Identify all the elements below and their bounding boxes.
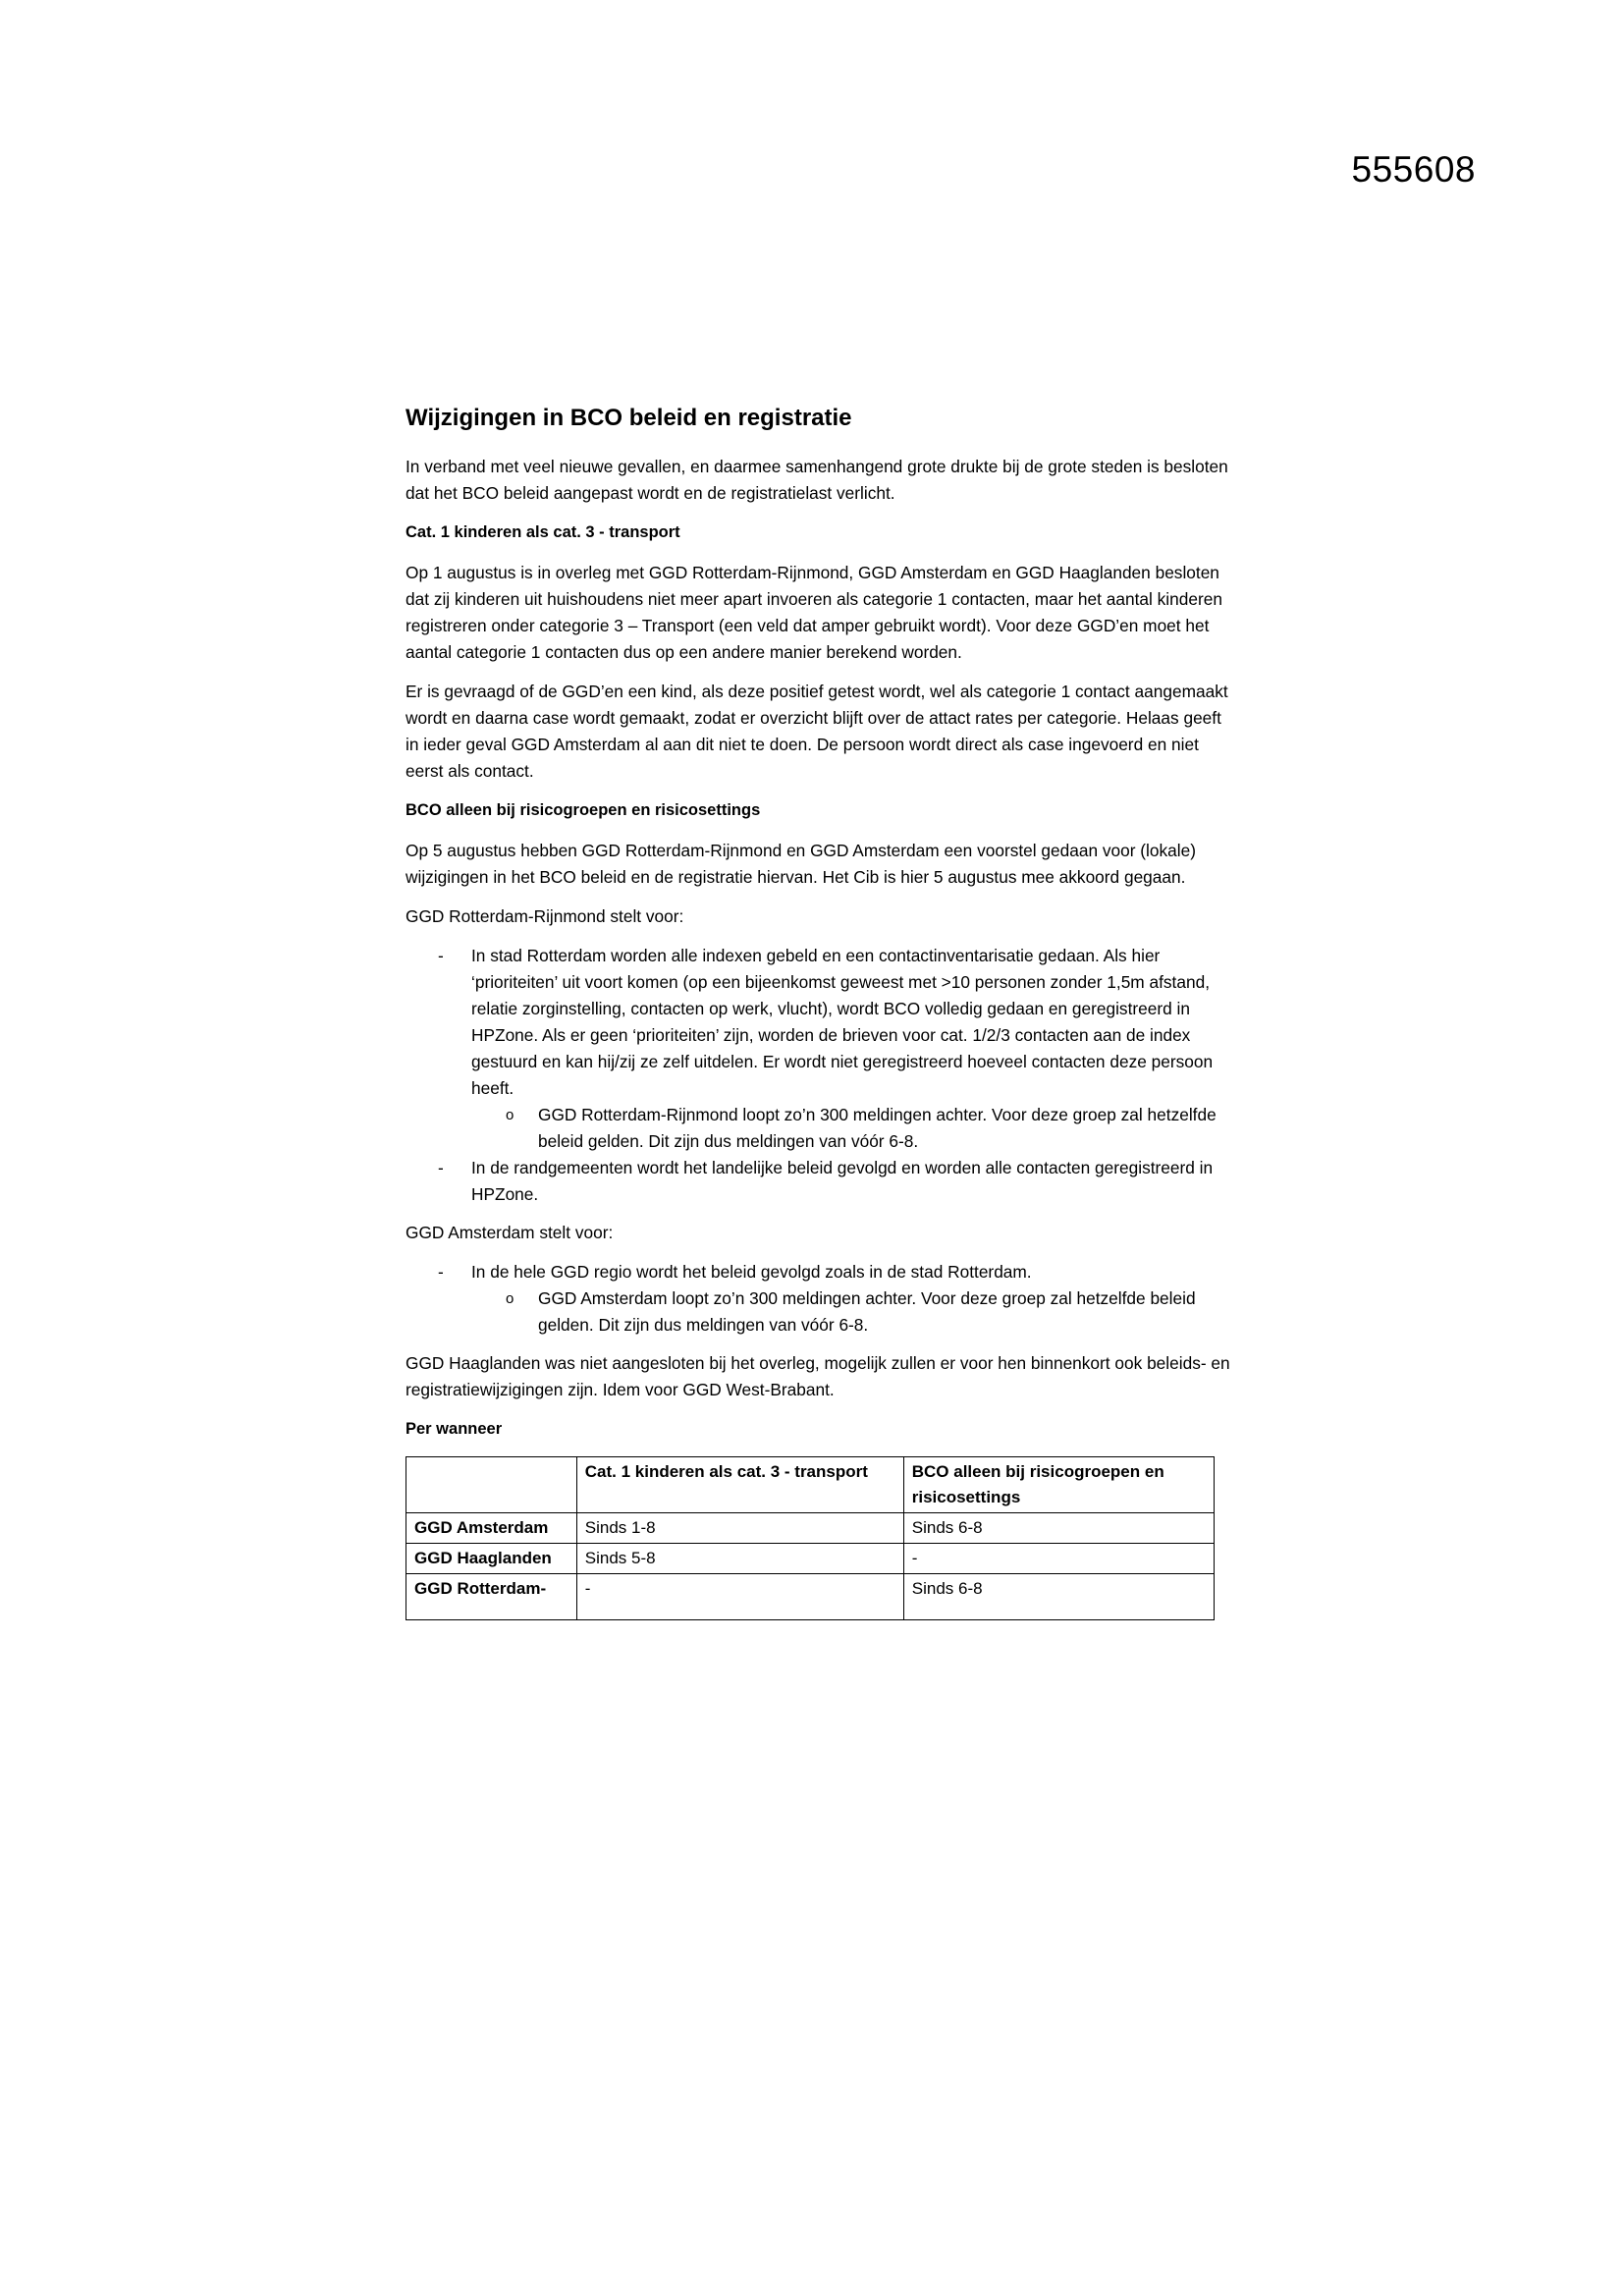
table-cell: GGD Rotterdam- xyxy=(406,1574,577,1620)
table-header-cell: Cat. 1 kinderen als cat. 3 - transport xyxy=(576,1457,903,1513)
intro-paragraph: In verband met veel nieuwe gevallen, en daarmee samenhangend grote drukte bij de grote steden is besloten dat het BCO beleid aangepast wordt en de registratielast verlicht. xyxy=(406,457,1228,503)
section1-paragraph-1: Op 1 augustus is in overleg met GGD Rotterdam-Rijnmond, GGD Amsterdam en GGD Haaglanden besloten dat zij kinderen uit huishoudens niet meer apart invoeren als categorie 1 contacten, maar het aantal kinderen registreren onder categorie 3 – Transport (een veld dat amper gebruikt wordt). Voor deze GGD’en moet het aantal categorie 1 contacten dus op een andere manier berekend worden. xyxy=(406,563,1222,662)
document-body xyxy=(406,403,1235,1620)
amsterdam-list xyxy=(406,1259,1235,1339)
list-item: - In de randgemeenten wordt het landelijke beleid gevolgd en worden alle contacten geregistreerd in HPZone. xyxy=(406,1155,1235,1208)
table-row xyxy=(406,1544,1215,1574)
document-id: 555608 xyxy=(1351,149,1476,190)
table-cell: Sinds 6-8 xyxy=(903,1513,1214,1544)
section-heading-bco: BCO alleen bij risicogroepen en risicosettings xyxy=(406,801,761,819)
amsterdam-sublist xyxy=(471,1285,1235,1339)
table-cell: Sinds 1-8 xyxy=(576,1513,903,1544)
table-header-cell xyxy=(406,1457,577,1513)
list-item xyxy=(406,943,1235,1155)
section-heading-cat1: Cat. 1 kinderen als cat. 3 - transport xyxy=(406,523,680,541)
per-wanneer-table xyxy=(406,1456,1215,1620)
rotterdam-list xyxy=(406,943,1235,1208)
table-cell: Sinds 6-8 xyxy=(903,1574,1214,1620)
table-row xyxy=(406,1513,1215,1544)
haaglanden-paragraph: GGD Haaglanden was niet aangesloten bij het overleg, mogelijk zullen er voor hen binnenkort ook beleids- en registratiewijzigingen zijn. Idem voor GGD West-Brabant. xyxy=(406,1353,1230,1399)
section2-paragraph-1: Op 5 augustus hebben GGD Rotterdam-Rijnmond en GGD Amsterdam een voorstel gedaan voor (lokale) wijzigingen in het BCO beleid en de registratie hiervan. Het Cib is hier 5 augustus mee akkoord gegaan. xyxy=(406,841,1196,887)
rotterdam-intro: GGD Rotterdam-Rijnmond stelt voor: xyxy=(406,906,684,926)
table-row xyxy=(406,1574,1215,1620)
sub-list-item: o GGD Rotterdam-Rijnmond loopt zo’n 300 meldingen achter. Voor deze groep zal hetzelfde beleid gelden. Dit zijn dus meldingen van vóór 6-8. xyxy=(471,1102,1235,1155)
table-cell: - xyxy=(576,1574,903,1620)
amsterdam-intro: GGD Amsterdam stelt voor: xyxy=(406,1223,614,1242)
sub-list-item: o GGD Amsterdam loopt zo’n 300 meldingen achter. Voor deze groep zal hetzelfde beleid gelden. Dit zijn dus meldingen van vóór 6-8. xyxy=(471,1285,1235,1339)
table-cell: Sinds 5-8 xyxy=(576,1544,903,1574)
section-heading-per-wanneer: Per wanneer xyxy=(406,1420,503,1438)
page-title: Wijzigingen in BCO beleid en registratie xyxy=(406,405,852,431)
list-item-text: In stad Rotterdam worden alle indexen gebeld en een contactinventarisatie gedaan. Als hier ‘prioriteiten’ uit voort komen (op een bijeenkomst geweest met >10 personen zonder 1,5m afstand, relatie zorginstelling, contacten op werk, vlucht), wordt BCO volledig gedaan en geregistreerd in HPZone. Als er geen ‘prioriteiten’ zijn, worden de brieven voor cat. 1/2/3 contacten aan de index gestuurd en kan hij/zij ze zelf uitdelen. Er wordt niet geregistreerd hoeveel contacten deze persoon heeft. xyxy=(471,946,1214,1098)
list-item xyxy=(406,1259,1235,1339)
table-header-cell: BCO alleen bij risicogroepen en risicosettings xyxy=(903,1457,1214,1513)
table-header-row xyxy=(406,1457,1215,1513)
list-item-text: In de hele GGD regio wordt het beleid gevolgd zoals in de stad Rotterdam. xyxy=(471,1262,1032,1282)
table-cell: GGD Amsterdam xyxy=(406,1513,577,1544)
table-cell: GGD Haaglanden xyxy=(406,1544,577,1574)
table-cell: - xyxy=(903,1544,1214,1574)
rotterdam-sublist xyxy=(471,1102,1235,1155)
section1-paragraph-2: Er is gevraagd of de GGD’en een kind, als deze positief getest wordt, wel als categorie 1 contact aangemaakt wordt en daarna case wordt gemaakt, zodat er overzicht blijft over de attact rates per categorie. Helaas geeft in ieder geval GGD Amsterdam al aan dit niet te doen. De persoon wordt direct als case ingevoerd en niet eerst als contact. xyxy=(406,682,1228,781)
